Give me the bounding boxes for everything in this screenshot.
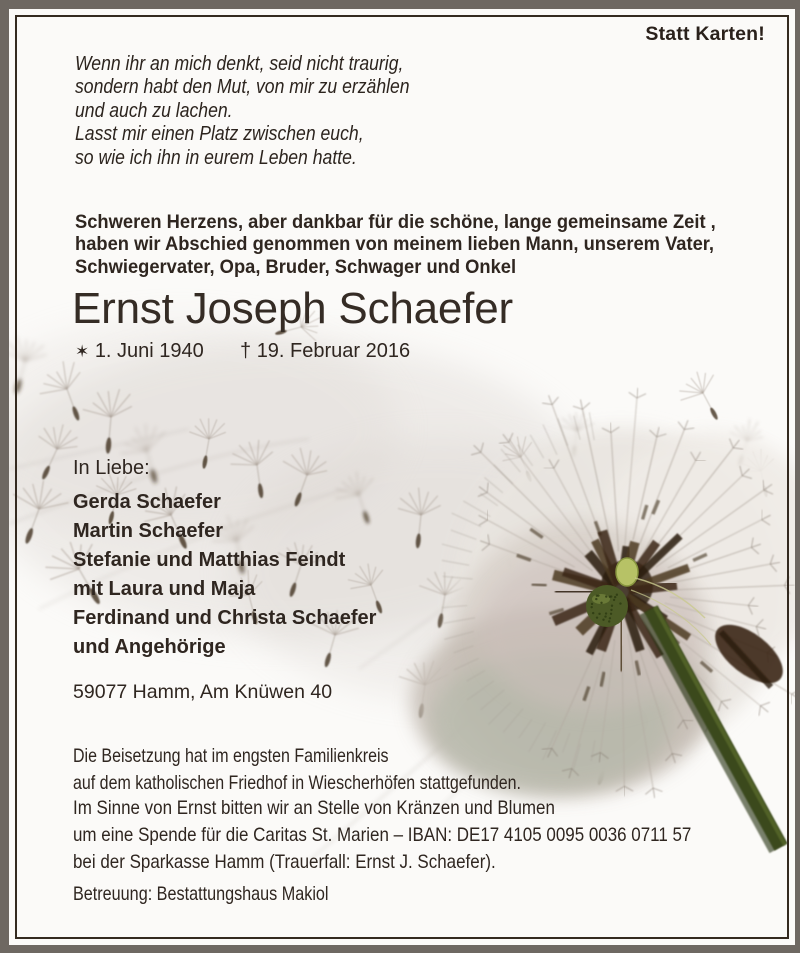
birth-date	[75, 340, 204, 363]
mourner-name: mit Laura und Maja	[73, 578, 256, 600]
mourner-name: Ferdinand und Christa Schaefer	[73, 607, 377, 629]
poem-line: Lasst mir einen Platz zwischen euch,	[75, 123, 364, 146]
burial-paragraph	[73, 743, 521, 796]
burial-line: Die Beisetzung hat im engsten Familienkreis	[73, 745, 389, 767]
death-date	[240, 340, 410, 363]
intro-line: Schwiegervater, Opa, Bruder, Schwager und Onkel	[75, 255, 517, 278]
death-date-text: 19. Februar 2016	[256, 340, 411, 362]
mourner-name: Gerda Schaefer	[73, 491, 221, 513]
poem	[75, 53, 410, 170]
donation-paragraph	[73, 795, 691, 875]
burial-line: auf dem katholischen Friedhof in Wiescherhöfen stattgefunden.	[73, 771, 521, 794]
mourners-list	[73, 488, 376, 662]
intro-paragraph	[75, 211, 716, 278]
birth-date-text: 1. Juni 1940	[94, 340, 204, 362]
birth-star-icon: ✶	[75, 342, 90, 362]
birth-death-dates	[9, 340, 795, 368]
obituary-sheet	[9, 9, 795, 945]
mourner-name: und Angehörige	[73, 636, 226, 658]
deceased-name: Ernst Joseph Schaefer	[72, 284, 513, 333]
intro-line: Schweren Herzens, aber dankbar für die schöne, lange gemeinsame Zeit ,	[75, 211, 716, 233]
address-line: 59077 Hamm, Am Knüwen 40	[73, 681, 333, 703]
intro-line: haben wir Abschied genommen von meinem lieben Mann, unserem Vater,	[75, 233, 715, 256]
mourner-name: Martin Schaefer	[73, 520, 224, 542]
care-note: Betreuung: Bestattungshaus Makiol	[73, 883, 329, 905]
poem-line: so wie ich ihn in eurem Leben hatte.	[75, 146, 357, 169]
donation-line: um eine Spende für die Caritas St. Marien – IBAN: DE17 4105 0095 0036 0711 57	[73, 823, 692, 846]
poem-line: sondern habt den Mut, von mir zu erzählen	[75, 76, 410, 99]
poem-line: und auch zu lachen.	[75, 99, 233, 122]
mourner-name: Stefanie und Matthias Feindt	[73, 549, 346, 571]
donation-line: bei der Sparkasse Hamm (Trauerfall: Ernst J. Schaefer).	[73, 850, 496, 873]
donation-line: Im Sinne von Ernst bitten wir an Stelle von Kränzen und Blumen	[73, 797, 555, 819]
poem-line: Wenn ihr an mich denkt, seid nicht traurig,	[75, 53, 404, 75]
in-liebe-label: In Liebe:	[73, 457, 150, 479]
death-cross-icon: †	[240, 340, 252, 362]
statt-karten-note: Statt Karten!	[645, 23, 765, 45]
